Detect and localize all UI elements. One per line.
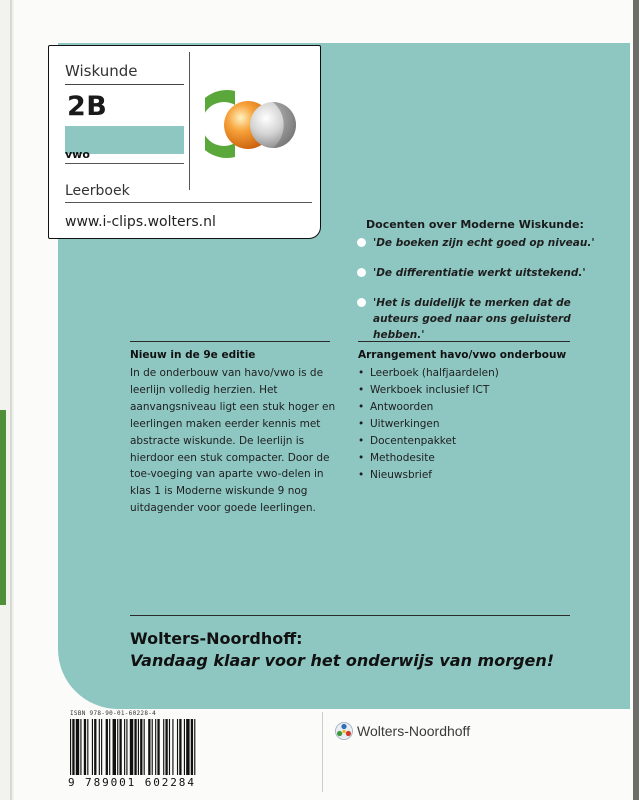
arrangement-list xyxy=(358,365,578,484)
bullet-dot-icon xyxy=(357,268,366,277)
quote-item: 'De boeken zijn echt goed op niveau.' xyxy=(358,235,618,251)
arrangement-heading: Arrangement havo/vwo onderbouw xyxy=(358,349,567,361)
list-item: • Leerboek (halfjaardelen) xyxy=(358,367,499,379)
teacher-quotes xyxy=(358,218,618,357)
new-edition-section xyxy=(130,349,342,517)
new-edition-body: In de onderbouw van havo/vwo is de leerlijn volledig herzien. Het aanvangsniveau ligt een stuk hoger en leerlingen maken eerder kennis met abstracte wiskunde. De leerlijn is hierdoor een stuk compacter. Door de toe-voeging van aparte vwo-delen in klas 1 is Moderne wiskunde 9 nog uitdagender voor goede leerlingen. xyxy=(130,367,336,515)
tagline-brand: Wolters-Noordhoff: xyxy=(130,629,303,648)
spine-line xyxy=(10,0,12,800)
tagline-slogan: Vandaag klaar voor het onderwijs van morgen! xyxy=(130,651,555,670)
quotes-title: Docenten over Moderne Wiskunde: xyxy=(366,218,584,231)
subject-label: Wiskunde xyxy=(65,62,138,80)
publisher-divider xyxy=(322,712,323,792)
list-item: • Docentenpakket xyxy=(358,435,457,447)
divider xyxy=(65,84,184,85)
clips-logo-icon xyxy=(205,83,303,163)
barcode-icon xyxy=(68,719,308,775)
list-item: • Antwoorden xyxy=(358,401,434,413)
publisher-logo xyxy=(335,722,470,740)
list-item: • Methodesite xyxy=(358,452,435,464)
cover-edge xyxy=(633,0,639,800)
website-link[interactable]: www.i-clips.wolters.nl xyxy=(65,214,216,230)
new-edition-heading: Nieuw in de 9e editie xyxy=(130,349,256,361)
divider xyxy=(65,163,184,164)
barcode-digits: 9 789001 602284 xyxy=(68,776,196,789)
book-type: Leerboek xyxy=(65,183,130,199)
level-label: vwo xyxy=(65,148,90,161)
tagline-divider xyxy=(130,615,570,616)
list-item: • Werkboek inclusief ICT xyxy=(358,384,490,396)
section-divider-right xyxy=(358,341,570,342)
vertical-divider xyxy=(189,52,190,190)
bullet-dot-icon xyxy=(357,238,366,247)
list-item: • Uitwerkingen xyxy=(358,418,440,430)
quote-item: 'De differentiatie werkt uitstekend.' xyxy=(358,265,618,281)
bullet-dot-icon xyxy=(357,298,366,307)
list-item: • Nieuwsbrief xyxy=(358,469,433,481)
arrangement-section xyxy=(358,349,578,484)
section-divider-left xyxy=(130,341,330,342)
spine-accent xyxy=(0,410,6,605)
publisher-name: Wolters-Noordhoff xyxy=(357,723,471,739)
publisher-logo-icon xyxy=(335,722,353,740)
divider xyxy=(65,202,312,203)
isbn-label: ISBN 978-90-01-60228-4 xyxy=(70,710,157,717)
quote-item: 'Het is duidelijk te merken dat de auteurs goed naar ons geluisterd hebben.' xyxy=(358,295,618,343)
volume-code: 2B xyxy=(67,91,108,122)
